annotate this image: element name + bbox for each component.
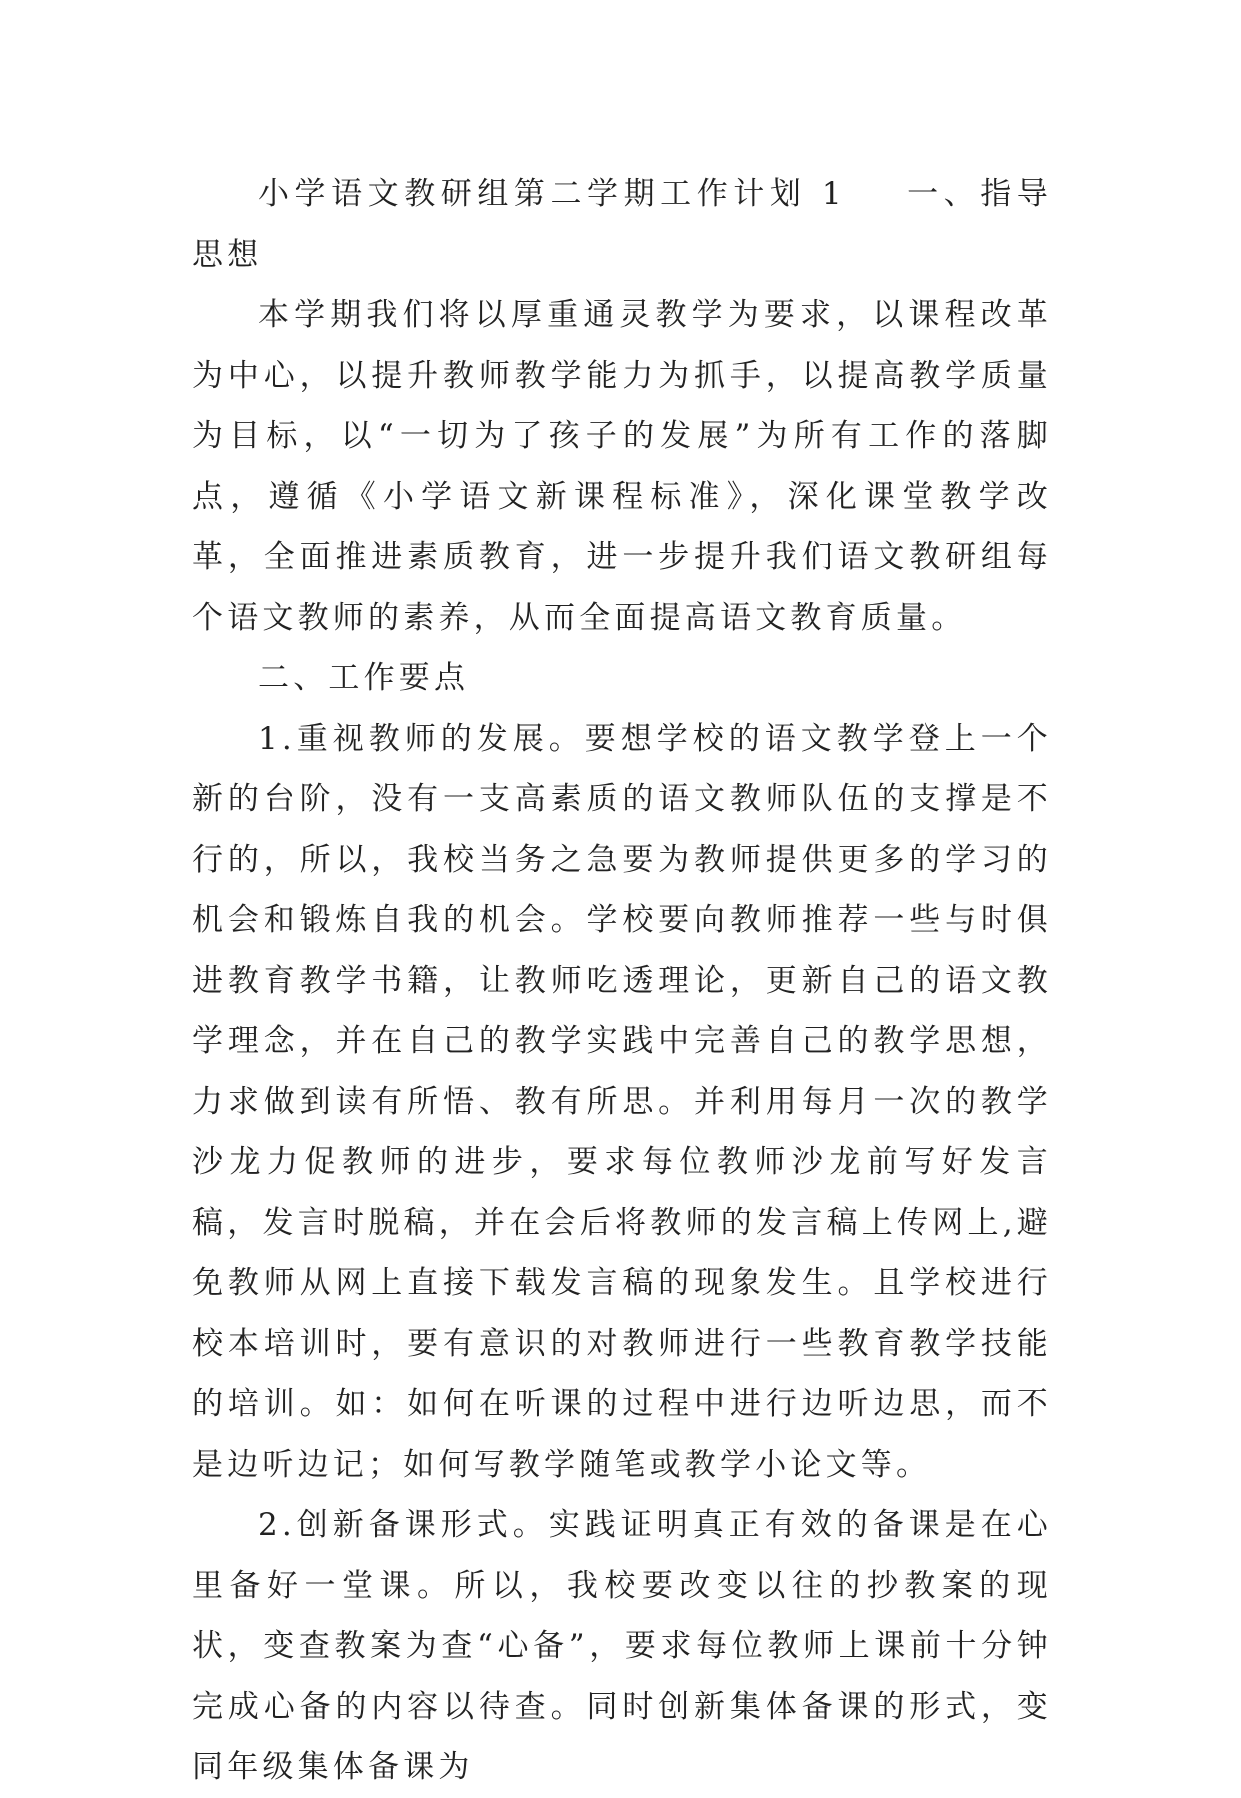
document-body [192, 164, 1052, 1798]
paragraph-lesson-preparation: 2.创新备课形式。实践证明真正有效的备课是在心里备好一堂课。所以，我校要改变以往的抄教案的现状，变查教案为查“心备”，要求每位教师上课前十分钟完成心备的内容以待查。同时创新集体备课的形式，变同年级集体备课为 [192, 1507, 1052, 1785]
paragraph-guiding-ideology: 本学期我们将以厚重通灵教学为要求，以课程改革为中心，以提升教师教学能力为抓手，以提高教学质量为目标，以“一切为了孩子的发展”为所有工作的落脚点，遵循《小学语文新课程标准》，深化课堂教学改革，全面推进素质教育，进一步提升我们语文教研组每个语文教师的素养，从而全面提高语文教育质量。 [192, 297, 1052, 636]
document-title: 小学语文教研组第二学期工作计划 1 [258, 176, 846, 212]
section-heading-guiding-ideology: 一、指导思想 [192, 176, 1052, 273]
section-heading-work-points: 二、工作要点 [258, 660, 470, 696]
title-line [192, 164, 1052, 285]
paragraph-teacher-development: 1.重视教师的发展。要想学校的语文教学登上一个新的台阶，没有一支高素质的语文教师队伍的支撑是不行的，所以，我校当务之急要为教师提供更多的学习的机会和锻炼自我的机会。学校要向教师推荐一些与时俱进教育教学书籍，让教师吃透理论，更新自己的语文教学理念，并在自己的教学实践中完善自己的教学思想，力求做到读有所悟、教有所思。并利用每月一次的教学沙龙力促教师的进步，要求每位教师沙龙前写好发言稿，发言时脱稿，并在会后将教师的发言稿上传网上,避免教师从网上直接下载发言稿的现象发生。且学校进行校本培训时，要有意识的对教师进行一些教育教学技能的培训。如：如何在听课的过程中进行边听边思，而不是边听边记；如何写教学随笔或教学小论文等。 [192, 720, 1052, 1483]
